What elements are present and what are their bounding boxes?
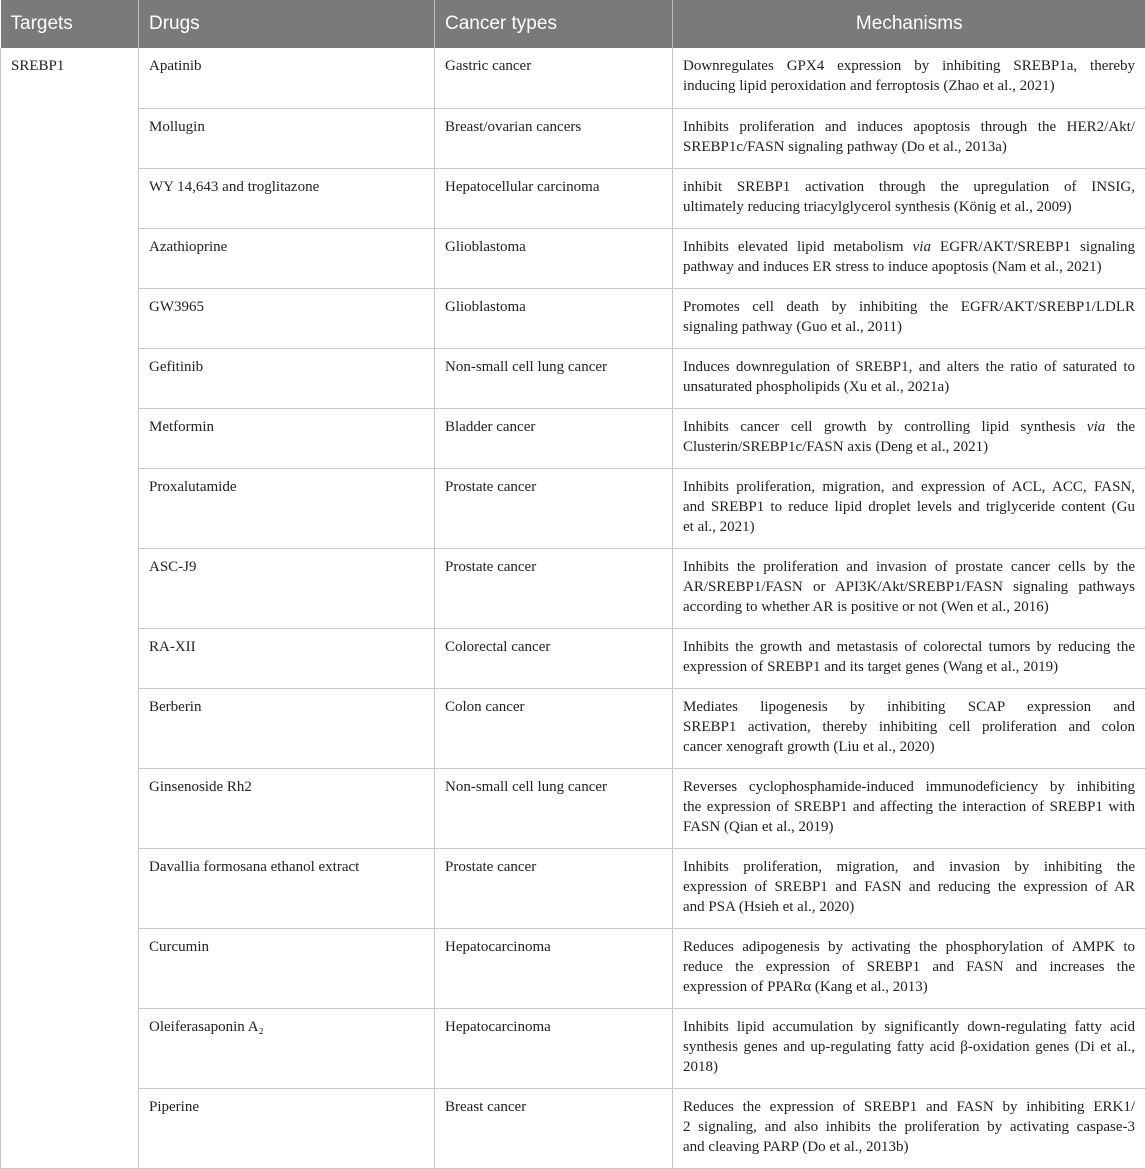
- drug-cell: Gefitinib: [139, 348, 435, 408]
- table-row: [1, 848, 1145, 928]
- mechanism-line: Inhibits the proliferation and invasion of prostate cancer cells by the: [683, 557, 1135, 577]
- cancer-type-cell: Hepatocarcinoma: [435, 1008, 673, 1088]
- mechanism-line: the expression of SREBP1 and affecting the interaction of SREBP1 with: [683, 797, 1135, 817]
- mechanism-italic: via: [1087, 419, 1105, 435]
- table-row: [1, 548, 1145, 628]
- mechanism-cell: [673, 228, 1145, 288]
- mechanism-cell: [673, 768, 1145, 848]
- drug-cell: Mollugin: [139, 108, 435, 168]
- drug-cell: Apatinib: [139, 48, 435, 108]
- cancer-type-cell: Prostate cancer: [435, 548, 673, 628]
- table-header: [1, 0, 1145, 48]
- header-drugs: Drugs: [139, 0, 435, 48]
- drug-cell: Ginsenoside Rh2: [139, 768, 435, 848]
- drug-cell: Davallia formosana ethanol extract: [139, 848, 435, 928]
- cancer-type-cell: Glioblastoma: [435, 228, 673, 288]
- mechanism-text: EGFR/AKT/SREBP1 signaling: [931, 239, 1135, 255]
- header-targets: Targets: [1, 0, 139, 48]
- mechanism-line: signaling pathway (Guo et al., 2011): [683, 317, 1135, 337]
- mechanism-cell: [673, 848, 1145, 928]
- mechanism-line: expression of PPARα (Kang et al., 2013): [683, 977, 1135, 997]
- table-body: [1, 48, 1145, 1168]
- table-row: [1, 468, 1145, 548]
- mechanism-cell: [673, 468, 1145, 548]
- mechanism-line: Clusterin/SREBP1c/FASN axis (Deng et al., 2021): [683, 437, 1135, 457]
- mechanism-line: reduce the expression of SREBP1 and FASN and increases the: [683, 957, 1135, 977]
- mechanism-line: SREBP1c/FASN signaling pathway (Do et al., 2013a): [683, 137, 1135, 157]
- mechanism-line: FASN (Qian et al., 2019): [683, 817, 1135, 837]
- mechanism-line: pathway and induces ER stress to induce apoptosis (Nam et al., 2021): [683, 257, 1135, 277]
- cancer-type-cell: Non-small cell lung cancer: [435, 348, 673, 408]
- cancer-type-cell: Non-small cell lung cancer: [435, 768, 673, 848]
- table-row: [1, 688, 1145, 768]
- table-row: [1, 928, 1145, 1008]
- mechanism-line: unsaturated phospholipids (Xu et al., 2021a): [683, 377, 1135, 397]
- mechanism-line: et al., 2021): [683, 517, 1135, 537]
- mechanism-line: cancer xenograft growth (Liu et al., 2020): [683, 737, 1135, 757]
- drug-cell: GW3965: [139, 288, 435, 348]
- table-row: [1, 108, 1145, 168]
- mechanism-cell: [673, 548, 1145, 628]
- mechanism-cell: [673, 108, 1145, 168]
- drug-cell: Berberin: [139, 688, 435, 768]
- cancer-type-cell: Bladder cancer: [435, 408, 673, 468]
- mechanism-cell: [673, 628, 1145, 688]
- mechanism-line: Mediates lipogenesis by inhibiting SCAP expression and: [683, 697, 1135, 717]
- cancer-type-cell: Colon cancer: [435, 688, 673, 768]
- drug-cell: Azathioprine: [139, 228, 435, 288]
- cancer-type-cell: Breast cancer: [435, 1088, 673, 1168]
- table-row: [1, 1088, 1145, 1168]
- cancer-type-cell: Colorectal cancer: [435, 628, 673, 688]
- mechanism-line: inducing lipid peroxidation and ferroptosis (Zhao et al., 2021): [683, 76, 1135, 96]
- mechanism-line: Induces downregulation of SREBP1, and alters the ratio of saturated to: [683, 357, 1135, 377]
- mechanism-line: expression of SREBP1 and its target genes (Wang et al., 2019): [683, 657, 1135, 677]
- header-mechanisms: Mechanisms: [673, 0, 1145, 48]
- mechanism-line: 2 signaling, and also inhibits the proliferation by activating caspase-3: [683, 1117, 1135, 1137]
- drug-cell: Metformin: [139, 408, 435, 468]
- mechanism-line: expression of SREBP1 and FASN and reducing the expression of AR: [683, 877, 1135, 897]
- mechanism-line: according to whether AR is positive or not (Wen et al., 2016): [683, 597, 1135, 617]
- header-row: [1, 0, 1145, 48]
- mechanism-line: Promotes cell death by inhibiting the EGFR/AKT/SREBP1/LDLR: [683, 297, 1135, 317]
- table-row: [1, 408, 1145, 468]
- mechanism-line: and cleaving PARP (Do et al., 2013b): [683, 1137, 1135, 1157]
- mechanism-line: Inhibits proliferation, migration, and invasion by inhibiting the: [683, 857, 1135, 877]
- mechanism-line: 2018): [683, 1057, 1135, 1077]
- cancer-type-cell: Glioblastoma: [435, 288, 673, 348]
- mechanism-text: the: [1105, 419, 1135, 435]
- table-row: [1, 288, 1145, 348]
- table-row: [1, 228, 1145, 288]
- cancer-type-cell: Breast/ovarian cancers: [435, 108, 673, 168]
- mechanism-text: Inhibits cancer cell growth by controlling lipid synthesis: [683, 419, 1087, 435]
- mechanism-italic: via: [913, 239, 931, 255]
- cancer-type-cell: Hepatocellular carcinoma: [435, 168, 673, 228]
- drug-cell: Curcumin: [139, 928, 435, 1008]
- mechanism-cell: [673, 928, 1145, 1008]
- mechanism-line: ultimately reducing triacylglycerol synthesis (König et al., 2009): [683, 197, 1135, 217]
- drug-cell: Oleiferasaponin A₂: [139, 1008, 435, 1088]
- table-row: [1, 628, 1145, 688]
- cancer-type-cell: Hepatocarcinoma: [435, 928, 673, 1008]
- drug-cell: Piperine: [139, 1088, 435, 1168]
- mechanism-line: AR/SREBP1/FASN or API3K/Akt/SREBP1/FASN signaling pathways: [683, 577, 1135, 597]
- mechanism-cell: [673, 1088, 1145, 1168]
- target-cell: SREBP1: [1, 48, 139, 1168]
- mechanism-cell: [673, 168, 1145, 228]
- mechanism-line: Reduces adipogenesis by activating the phosphorylation of AMPK to: [683, 937, 1135, 957]
- mechanism-cell: [673, 1008, 1145, 1088]
- mechanism-line: Inhibits the growth and metastasis of colorectal tumors by reducing the: [683, 637, 1135, 657]
- mechanism-cell: [673, 48, 1145, 108]
- drug-cell: RA-XII: [139, 628, 435, 688]
- drug-cell: WY 14,643 and troglitazone: [139, 168, 435, 228]
- drug-cell: Proxalutamide: [139, 468, 435, 548]
- table-row: [1, 168, 1145, 228]
- mechanism-cell: [673, 348, 1145, 408]
- mechanism-cell: [673, 408, 1145, 468]
- mechanism-line: Reverses cyclophosphamide-induced immunodeficiency by inhibiting: [683, 777, 1135, 797]
- mechanism-text: Inhibits elevated lipid metabolism: [683, 239, 913, 255]
- mechanism-line: [683, 417, 1135, 437]
- mechanism-line: synthesis genes and up-regulating fatty acid β-oxidation genes (Di et al.,: [683, 1037, 1135, 1057]
- cancer-type-cell: Prostate cancer: [435, 468, 673, 548]
- mechanism-line: Downregulates GPX4 expression by inhibiting SREBP1a, thereby: [683, 56, 1135, 76]
- mechanism-line: and PSA (Hsieh et al., 2020): [683, 897, 1135, 917]
- mechanism-line: [683, 237, 1135, 257]
- mechanism-line: SREBP1 activation, thereby inhibiting cell proliferation and colon: [683, 717, 1135, 737]
- table-row: [1, 768, 1145, 848]
- table-row: [1, 1008, 1145, 1088]
- mechanism-line: and SREBP1 to reduce lipid droplet levels and triglyceride content (Gu: [683, 497, 1135, 517]
- mechanism-line: Inhibits proliferation, migration, and expression of ACL, ACC, FASN,: [683, 477, 1135, 497]
- table-row: [1, 348, 1145, 408]
- drug-cell: ASC-J9: [139, 548, 435, 628]
- cancer-type-cell: Gastric cancer: [435, 48, 673, 108]
- mechanism-line: Inhibits proliferation and induces apoptosis through the HER2/Akt/: [683, 117, 1135, 137]
- mechanism-line: Reduces the expression of SREBP1 and FASN by inhibiting ERK1/: [683, 1097, 1135, 1117]
- mechanism-line: inhibit SREBP1 activation through the upregulation of INSIG,: [683, 177, 1135, 197]
- cancer-type-cell: Prostate cancer: [435, 848, 673, 928]
- mechanism-cell: [673, 288, 1145, 348]
- header-cancer-types: Cancer types: [435, 0, 673, 48]
- mechanism-cell: [673, 688, 1145, 768]
- mechanism-line: Inhibits lipid accumulation by significantly down-regulating fatty acid: [683, 1017, 1135, 1037]
- table-row: [1, 48, 1145, 108]
